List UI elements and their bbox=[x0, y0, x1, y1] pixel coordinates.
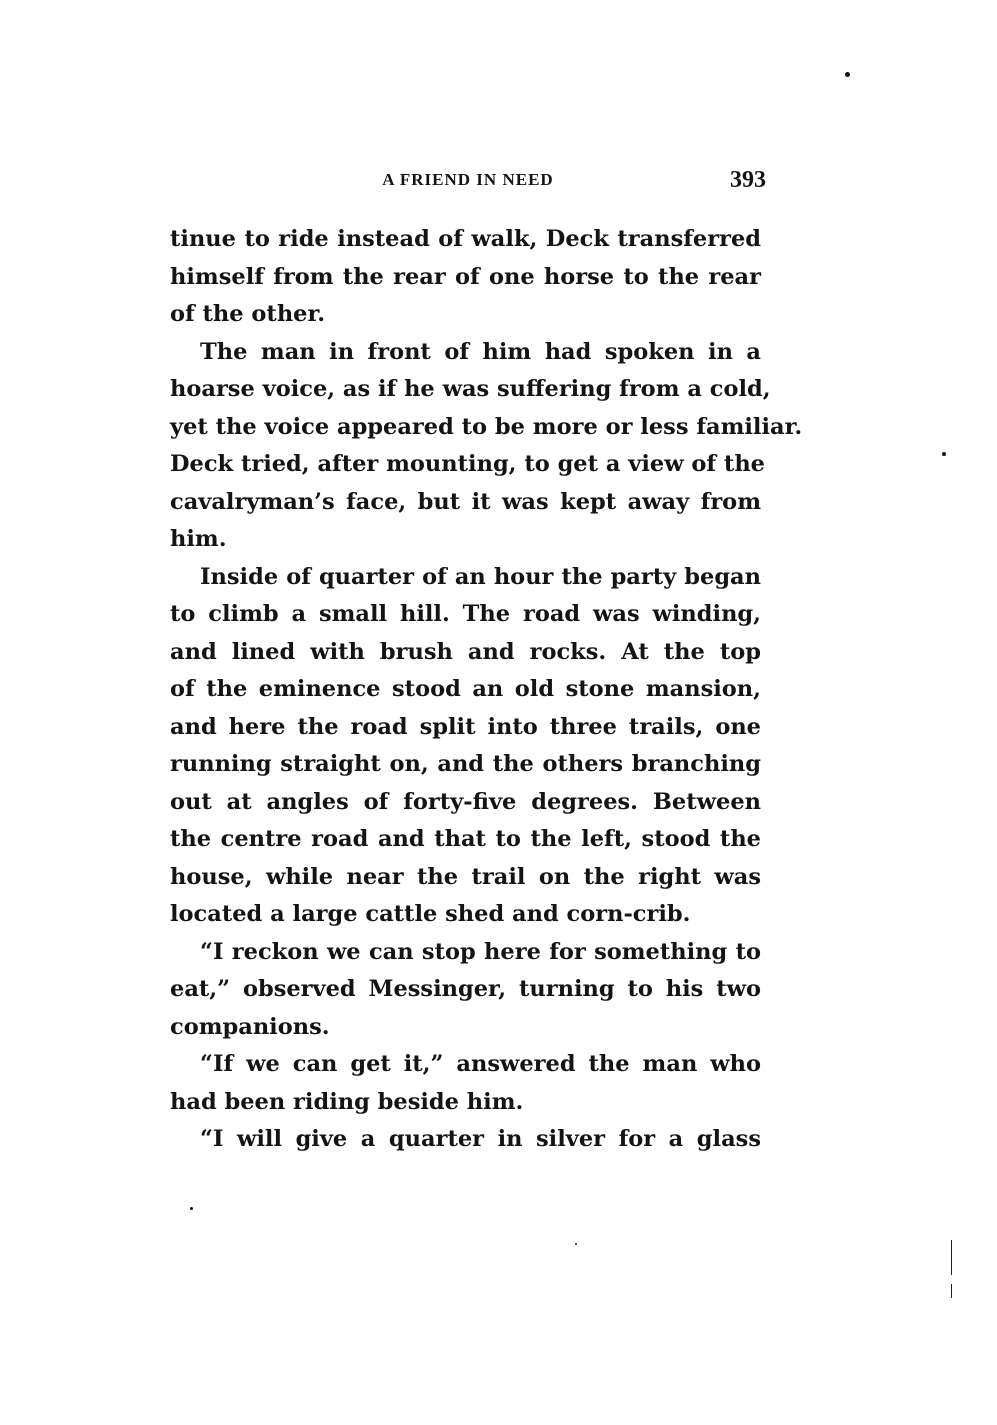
text-line: located a large cattle shed and corn-crib. bbox=[170, 901, 691, 927]
paragraph bbox=[170, 1121, 761, 1159]
paragraph bbox=[170, 1046, 761, 1121]
text-line: and here the road split into three trails, one bbox=[170, 713, 761, 740]
scan-speck bbox=[942, 452, 946, 456]
text-line: Inside of quarter of an hour the party began bbox=[200, 563, 761, 590]
text-line: to climb a small hill. The road was winding, bbox=[170, 601, 761, 627]
text-line: him. bbox=[170, 526, 227, 552]
text-line: Deck tried, after mounting, to get a view of the bbox=[170, 451, 765, 477]
scan-speck bbox=[190, 1207, 193, 1210]
paragraph bbox=[170, 934, 761, 1047]
page-number: 393 bbox=[730, 167, 766, 193]
paragraph bbox=[170, 334, 803, 559]
text-line: hoarse voice, as if he was suffering from a cold, bbox=[170, 376, 771, 402]
running-title: A FRIEND IN NEED bbox=[382, 170, 554, 189]
scan-speck bbox=[845, 72, 850, 77]
scan-speck bbox=[575, 1243, 577, 1245]
text-line: house, while near the trail on the right was bbox=[170, 863, 761, 890]
text-line: “I reckon we can stop here for something to bbox=[200, 938, 761, 965]
text-line: The man in front of him had spoken in a bbox=[200, 338, 761, 365]
text-line: eat,” observed Messinger, turning to his two bbox=[170, 976, 761, 1002]
text-line: the centre road and that to the left, stood the bbox=[170, 826, 761, 852]
text-line: yet the voice appeared to be more or less familiar. bbox=[170, 413, 803, 440]
text-line: “I will give a quarter in silver for a glass bbox=[200, 1126, 761, 1152]
scan-edge-mark bbox=[951, 1284, 952, 1298]
text-line: and lined with brush and rocks. At the top bbox=[170, 638, 761, 665]
paragraph bbox=[170, 559, 761, 934]
scan-edge-mark bbox=[951, 1240, 952, 1275]
text-line: of the eminence stood an old stone mansion, bbox=[170, 676, 761, 702]
text-line: running straight on, and the others branching bbox=[170, 751, 761, 777]
text-line: had been riding beside him. bbox=[170, 1088, 524, 1115]
text-line: companions. bbox=[170, 1013, 330, 1040]
running-head bbox=[170, 167, 766, 196]
text-line: himself from the rear of one horse to the rear bbox=[170, 263, 761, 290]
text-line: cavalryman’s face, but it was kept away from bbox=[170, 488, 761, 515]
body-text bbox=[170, 221, 803, 1159]
text-line: tinue to ride instead of walk, Deck transferred bbox=[170, 226, 761, 252]
paragraph bbox=[170, 221, 761, 334]
text-line: out at angles of forty-five degrees. Between bbox=[170, 788, 761, 815]
text-line: “If we can get it,” answered the man who bbox=[200, 1051, 761, 1077]
text-line: of the other. bbox=[170, 301, 326, 327]
